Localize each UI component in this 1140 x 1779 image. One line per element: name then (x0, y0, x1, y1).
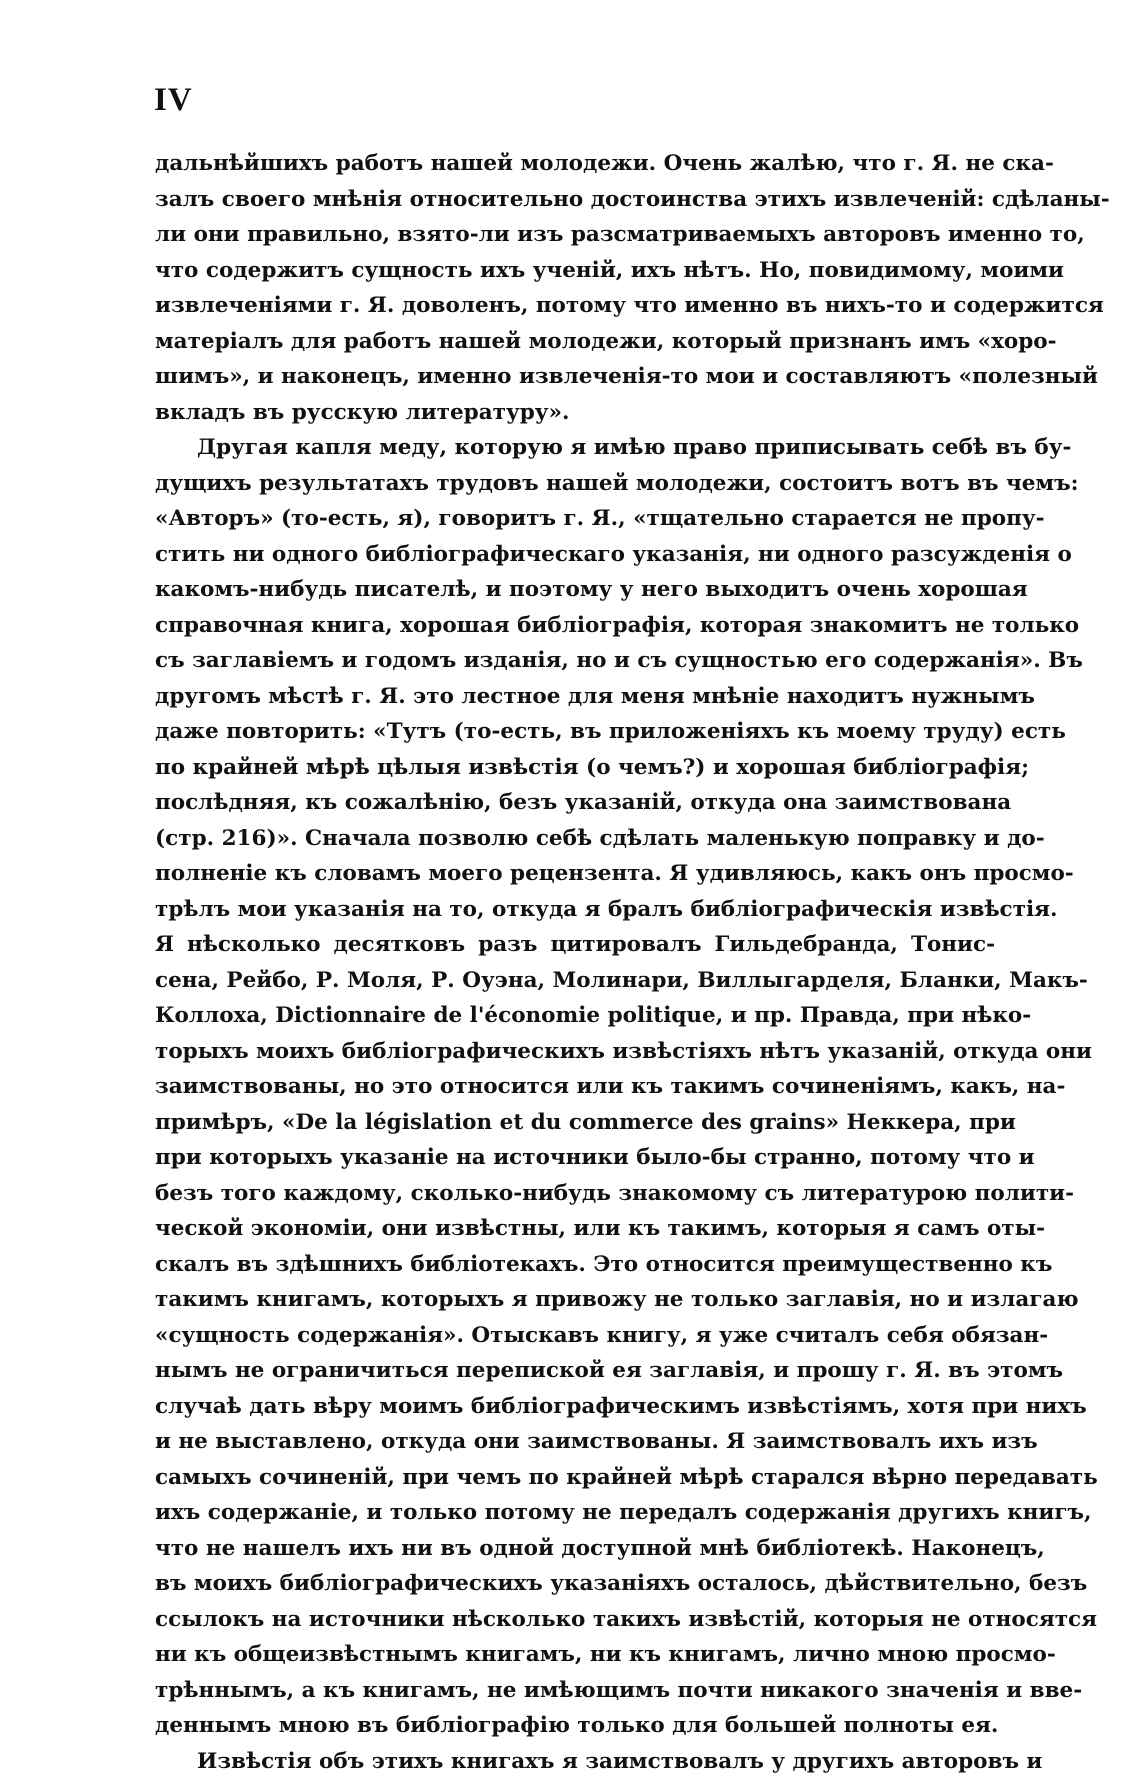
text-line: заимствованы, но это относится или къ такимъ сочиненіямъ, какъ, на- (155, 1069, 995, 1105)
text-line: дальнѣйшихъ работъ нашей молодежи. Очень жалѣю, что г. Я. не ска- (155, 146, 995, 182)
text-line: по крайней мѣрѣ цѣлыя извѣстія (о чемъ?) и хорошая библіографія; (155, 750, 995, 786)
text-line: торыхъ моихъ библіографическихъ извѣстіяхъ нѣтъ указаній, откуда они (155, 1034, 995, 1070)
text-line: справочная книга, хорошая библіографія, которая знакомитъ не только (155, 608, 995, 644)
text-line: и не выставлено, откуда они заимствованы. Я заимствовалъ ихъ изъ (155, 1424, 995, 1460)
text-line: ихъ содержаніе, и только потому не передалъ содержанія другихъ книгъ, (155, 1495, 995, 1531)
text-line: ни къ общеизвѣстнымъ книгамъ, ни къ книгамъ, лично мною просмо- (155, 1637, 995, 1673)
text-line: трѣннымъ, а къ книгамъ, не имѣющимъ почти никакого значенія и вве- (155, 1673, 995, 1709)
text-line: въ моихъ библіографическихъ указаніяхъ осталось, дѣйствительно, безъ (155, 1566, 995, 1602)
text-line: Я нѣсколько десятковъ разъ цитировалъ Гильдебранда, Тонис- (155, 927, 995, 963)
text-line: что содержитъ сущность ихъ ученій, ихъ нѣтъ. Но, повидимому, моими (155, 253, 995, 289)
text-line: Коллоха, Dictionnaire de l'économie politique, и пр. Правда, при нѣко- (155, 998, 995, 1034)
text-line: сена, Рейбо, Р. Моля, Р. Оуэна, Молинари, Виллыгарделя, Бланки, Макъ- (155, 963, 995, 999)
body-text (155, 146, 995, 1779)
text-line: скалъ въ здѣшнихъ библіотекахъ. Это относится преимущественно къ (155, 1247, 995, 1283)
text-line: деннымъ мною въ библіографію только для большей полноты ея. (155, 1708, 995, 1744)
text-line: дущихъ результатахъ трудовъ нашей молодежи, состоитъ вотъ въ чемъ: (155, 466, 995, 502)
text-line: ческой экономіи, они извѣстны, или къ такимъ, которыя я самъ оты- (155, 1211, 995, 1247)
text-line: извлеченіями г. Я. доволенъ, потому что именно въ нихъ-то и содержится (155, 288, 995, 324)
paragraph-3 (155, 1744, 995, 1779)
text-line: случаѣ дать вѣру моимъ библіографическимъ извѣстіямъ, хотя при нихъ (155, 1389, 995, 1425)
text-line: Извѣстія объ этихъ книгахъ я заимствовалъ у другихъ авторовъ и (155, 1744, 995, 1779)
text-line: «сущность содержанія». Отыскавъ книгу, я уже считалъ себя обязан- (155, 1318, 995, 1354)
text-line: ли они правильно, взято-ли изъ разсматриваемыхъ авторовъ именно то, (155, 217, 995, 253)
text-line: послѣдняя, къ сожалѣнію, безъ указаній, откуда она заимствована (155, 785, 995, 821)
text-line: при которыхъ указаніе на источники было-бы странно, потому что и (155, 1140, 995, 1176)
text-line: «Авторъ» (то-есть, я), говоритъ г. Я., «тщательно старается не пропу- (155, 501, 995, 537)
text-line: полненіе къ словамъ моего рецензента. Я удивляюсь, какъ онъ просмо- (155, 856, 995, 892)
text-line: залъ своего мнѣнія относительно достоинства этихъ извлеченій: сдѣланы- (155, 182, 995, 218)
text-line: безъ того каждому, сколько-нибудь знакомому съ литературою полити- (155, 1176, 995, 1212)
text-line: ссылокъ на источники нѣсколько такихъ извѣстій, которыя не относятся (155, 1602, 995, 1638)
text-line: вкладъ въ русскую литературу». (155, 395, 995, 431)
text-line: матеріалъ для работъ нашей молодежи, который признанъ имъ «хоро- (155, 324, 995, 360)
text-line: (стр. 216)». Сначала позволю себѣ сдѣлать маленькую поправку и до- (155, 821, 995, 857)
text-line: такимъ книгамъ, которыхъ я привожу не только заглавія, но и излагаю (155, 1282, 995, 1318)
text-line: стить ни одного библіографическаго указанія, ни одного разсужденія о (155, 537, 995, 573)
text-line: примѣръ, «De la législation et du commerce des grains» Неккера, при (155, 1105, 995, 1141)
text-line: Другая капля меду, которую я имѣю право приписывать себѣ въ бу- (155, 430, 995, 466)
text-line: нымъ не ограничиться перепиской ея заглавія, и прошу г. Я. въ этомъ (155, 1353, 995, 1389)
text-line: съ заглавіемъ и годомъ изданія, но и съ сущностью его содержанія». Въ (155, 643, 995, 679)
paragraph-2 (155, 430, 995, 1744)
text-line: шимъ», и наконецъ, именно извлеченія-то мои и составляютъ «полезный (155, 359, 995, 395)
text-line: самыхъ сочиненій, при чемъ по крайней мѣрѣ старался вѣрно передавать (155, 1460, 995, 1496)
text-line: даже повторить: «Тутъ (то-есть, въ приложеніяхъ къ моему труду) есть (155, 714, 995, 750)
text-line: другомъ мѣстѣ г. Я. это лестное для меня мнѣніе находитъ нужнымъ (155, 679, 995, 715)
paragraph-1 (155, 146, 995, 430)
text-line: что не нашелъ ихъ ни въ одной доступной мнѣ библіотекѣ. Наконецъ, (155, 1531, 995, 1567)
text-line: трѣлъ мои указанія на то, откуда я бралъ библіографическія извѣстія. (155, 892, 995, 928)
text-line: какомъ-нибудь писателѣ, и поэтому у него выходитъ очень хорошая (155, 572, 995, 608)
page-number: IV (154, 84, 193, 117)
